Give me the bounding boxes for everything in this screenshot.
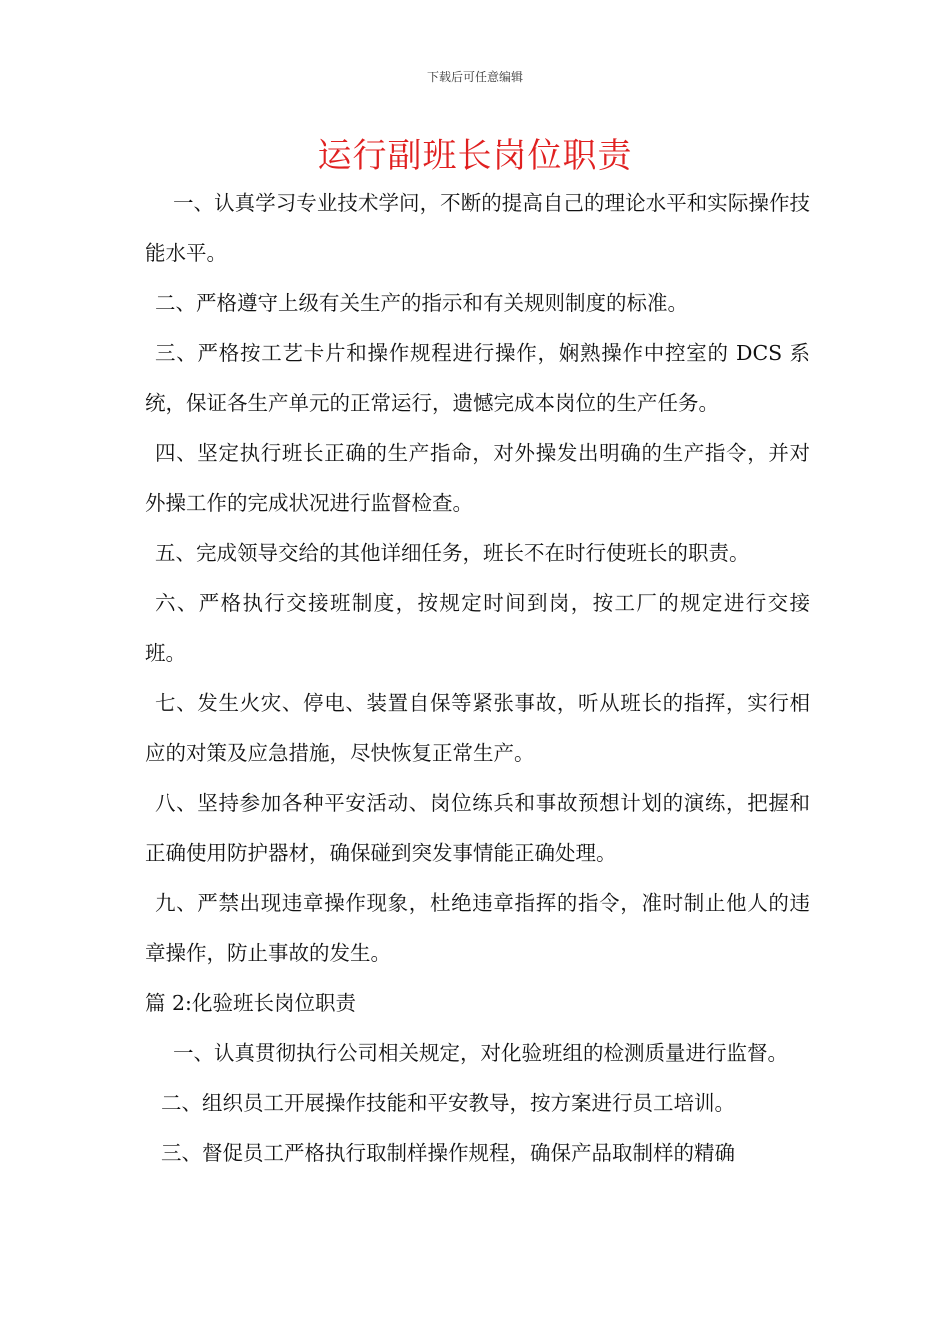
paragraph-3: 三、严格按工艺卡片和操作规程进行操作，娴熟操作中控室的 DCS 系统，保证各生产单元的正常运行，遗憾完成本岗位的生产任务。 <box>145 341 810 415</box>
paragraph-7: 七、发生火灾、停电、装置自保等紧张事故，听从班长的指挥，实行相应的对策及应急措施，尽快恢复正常生产。 <box>145 691 810 765</box>
section-2-paragraph-3: 三、督促员工严格执行取制样操作规程，确保产品取制样的精确 <box>161 1141 735 1165</box>
header-note: 下载后可任意编辑 <box>426 70 523 84</box>
document-body <box>145 178 810 1178</box>
paragraph-8: 八、坚持参加各种平安活动、岗位练兵和事故预想计划的演练，把握和正确使用防护器材，确保碰到突发事情能正确处理。 <box>145 791 810 865</box>
paragraph-2: 二、严格遵守上级有关生产的指示和有关规则制度的标准。 <box>155 291 688 315</box>
page-title: 运行副班长岗位职责 <box>317 136 633 176</box>
paragraph-6: 六、严格执行交接班制度，按规定时间到岗，按工厂的规定进行交接班。 <box>145 591 810 665</box>
paragraph-5: 五、完成领导交给的其他详细任务，班长不在时行使班长的职责。 <box>155 541 750 565</box>
section-2-paragraph-2: 二、组织员工开展操作技能和平安教导，按方案进行员工培训。 <box>161 1091 735 1115</box>
section-2-paragraph-1: 一、认真贯彻执行公司相关规定，对化验班组的检测质量进行监督。 <box>173 1041 788 1065</box>
paragraph-9: 九、严禁出现违章操作现象，杜绝违章指挥的指令，准时制止他人的违章操作，防止事故的发生。 <box>145 891 810 965</box>
paragraph-4: 四、坚定执行班长正确的生产指命，对外操发出明确的生产指令，并对外操工作的完成状况进行监督检查。 <box>145 441 810 515</box>
paragraph-1: 一、认真学习专业技术学问，不断的提高自己的理论水平和实际操作技能水平。 <box>145 191 810 265</box>
section-2-heading: 篇 2:化验班长岗位职责 <box>145 991 356 1015</box>
